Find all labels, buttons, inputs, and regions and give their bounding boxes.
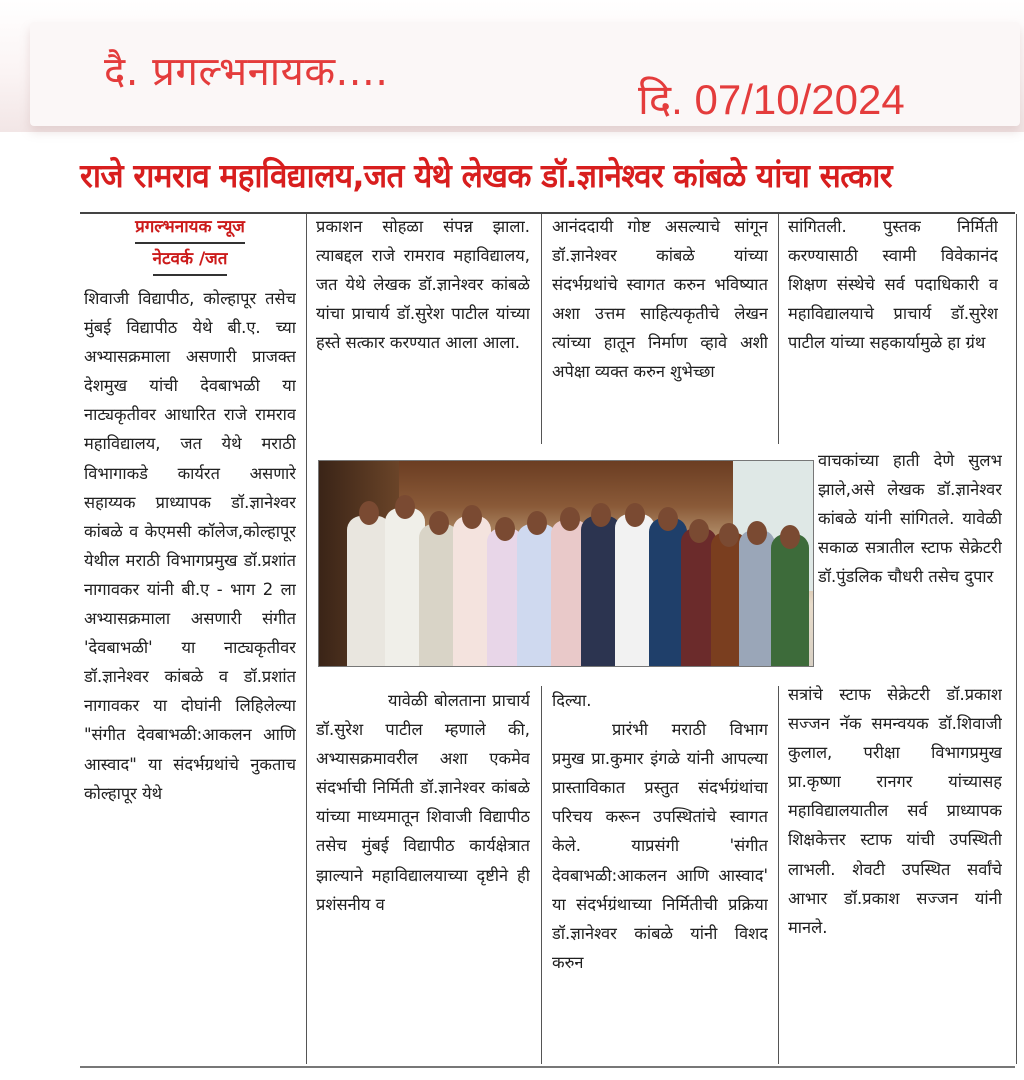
photo-person-head <box>658 507 678 531</box>
article-text: प्रारंभी मराठी विभाग प्रमुख प्रा.कुमार इंगळे यांनी आपल्या प्रास्ताविकात प्रस्तुत संदर्भग्रंथांचा परिचय करून उपस्थितांचे स्वागत केले. याप्रसंगी 'संगीत देवबाभळी:आकलन आणि आस्वाद' या संदर्भग्रंथाच्या निर्मितीची प्रक्रिया डॉ.ज्ञानेश्वर कांबळे यांनी विशद करुन <box>552 720 768 972</box>
column-divider <box>1016 214 1017 1064</box>
column-divider <box>778 686 779 1064</box>
photo-person-head <box>395 495 415 519</box>
article-text: सांगितली. पुस्तक निर्मिती करण्यासाठी स्वामी विवेकानंद शिक्षण संस्थेचे सर्व पदाधिकारी व महाविद्यालयाचे प्राचार्य डॉ.सुरेश पाटील यांच्या सहकार्यामुळे हा ग्रंथ <box>788 217 998 353</box>
article-column-4-top <box>788 212 998 440</box>
article-column-3-bottom <box>552 686 768 1056</box>
byline-line-1: प्रगल्भनायक न्यूज <box>135 212 245 244</box>
article-column-1 <box>84 284 296 1064</box>
photo-person-head <box>591 503 611 527</box>
photo-person <box>739 530 775 666</box>
photo-person-head <box>747 521 767 545</box>
byline <box>84 212 296 276</box>
publication-date: दि. 07/10/2024 <box>638 76 905 123</box>
photo-person-head <box>625 503 645 527</box>
column-divider <box>541 686 542 1064</box>
article-column-4-bottom <box>788 680 1002 1040</box>
article-text: सत्रांचे स्टाफ सेक्रेटरी डॉ.प्रकाश सज्जन नॅक समन्वयक डॉ.शिवाजी कुलाल, परीक्षा विभागप्रमुख प्रा.कृष्णा रानगर यांच्यासह महाविद्यालयातील सर्व प्राध्यापक शिक्षकेत्तर स्टाफ यांची उपस्थिती लाभली. शेवटी उपस्थित सर्वांचे आभार डॉ.प्रकाश सज्जन यांनी मानले. <box>788 685 1002 937</box>
page-bottom-rule <box>80 1066 1015 1068</box>
photo-person-head <box>429 511 449 535</box>
photo-person-head <box>780 525 800 549</box>
article-column-4-middle <box>818 446 1002 686</box>
felicitation-photo <box>318 460 814 667</box>
column-divider <box>778 214 779 444</box>
article-column-3-top <box>552 212 768 440</box>
column-divider <box>306 214 307 1064</box>
article-text: वाचकांच्या हाती देणे सुलभ झाले,असे लेखक डॉ.ज्ञानेश्वर कांबळे यांनी सांगितले. यावेळी सकाळ सत्रातील स्टाफ सेक्रेटरी डॉ.पुंडलिक चौधरी तसेच दुपार <box>818 451 1002 587</box>
photo-person-head <box>495 517 515 541</box>
photo-person-head <box>462 505 482 529</box>
article-text: आनंददायी गोष्ट असल्याचे सांगून डॉ.ज्ञानेश्वर कांबळे यांच्या संदर्भग्रथांचे स्वागत करुन भविष्यात अशा उत्तम साहित्यकृतीचे लेखन त्यांच्या हातून निर्माण व्हावे अशी अपेक्षा व्यक्त करुन शुभेच्छा <box>552 217 768 382</box>
photo-person <box>453 516 491 666</box>
article-text: प्रकाशन सोहळा संपन्न झाला. त्याबद्दल राजे रामराव महाविद्यालय, जत येथे लेखक डॉ.ज्ञानेश्वर कांबळे यांचा प्राचार्य डॉ.सुरेश पाटील यांच्या हस्ते सत्कार करण्यात आला आला. <box>316 217 530 353</box>
article-text: दिल्या. <box>552 691 592 710</box>
photo-person-head <box>359 501 379 525</box>
newspaper-name: दै. प्रगल्भनायक.... <box>104 49 389 95</box>
article-text: शिवाजी विद्यापीठ, कोल्हापूर तसेच मुंबई विद्यापीठ येथे बी.ए. च्या अभ्यासक्रमाला असणारी प्राजक्त देशमुख यांची देवबाभळी या नाट्यकृतीवर आधारित राजे रामराव महाविद्यालय, जत येथे मराठी विभागाकडे कार्यरत असणारे सहाय्यक प्राध्यापक डॉ.ज्ञानेश्वर कांबळे व केएमसी कॉलेज,कोल्हापूर येथील मराठी विभागप्रमुख डॉ.प्रशांत नागावकर यांनी बी.ए - भाग 2 ला अभ्यासक्रमाला असणारी संगीत 'देवबाभळी' या नाट्यकृतीवर डॉ.ज्ञानेश्वर कांबळे व डॉ.प्रशांत नागावकर या दोघांनी लिहिलेल्या "संगीत देवबाभळी:आकलन आणि आस्वाद" या संदर्भग्रथांचे नुकताच कोल्हापूर येथे <box>84 289 296 803</box>
byline-line-2: नेटवर्क /जत <box>153 244 228 276</box>
column-divider <box>541 214 542 444</box>
photo-person <box>771 534 809 666</box>
headline: राजे रामराव महाविद्यालय,जत येथे लेखक डॉ.ज्ञानेश्वर कांबळे यांचा सत्कार <box>80 156 893 195</box>
photo-person-head <box>719 523 739 547</box>
photo-person-head <box>689 519 709 543</box>
photo-person-head <box>560 507 580 531</box>
photo-person-head <box>527 511 547 535</box>
article-column-2-top <box>316 212 530 440</box>
article-text: यावेळी बोलताना प्राचार्य डॉ.सुरेश पाटील म्हणाले की, अभ्यासक्रमावरील अशा एकमेव संदर्भाची निर्मिती डॉ.ज्ञानेश्वर कांबळे यांच्या माध्यमातून शिवाजी विद्यापीठ तसेच मुंबई विद्यापीठ कार्यक्षेत्रात झाल्याने महाविद्यालयाच्या दृष्टीने ही प्रशंसनीय व <box>316 691 530 914</box>
article-column-2-bottom <box>316 686 530 1056</box>
